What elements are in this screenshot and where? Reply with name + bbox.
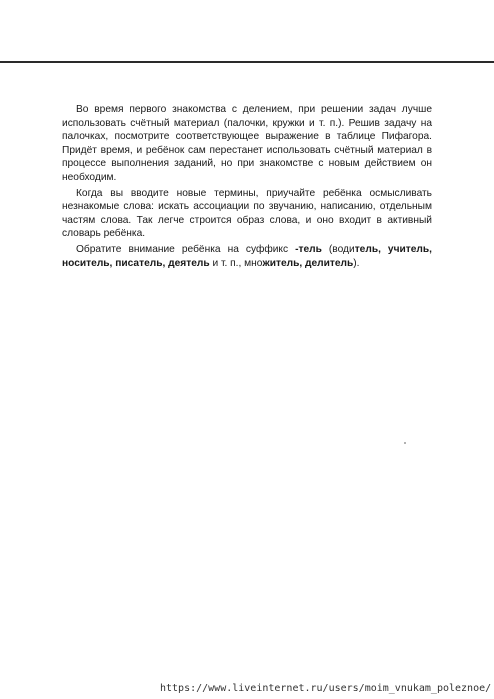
examples-middle: и т. п., мно: [209, 257, 263, 269]
top-border-line: [0, 61, 494, 63]
examples-open: (води: [321, 243, 355, 255]
page-text: [62, 103, 432, 272]
examples-bold-1: тель, учитель, носитель, писатель, деятель: [62, 243, 432, 269]
suffix-intro: Обратите внимание ребёнка на суффикс: [76, 243, 296, 255]
scan-speck: [404, 442, 406, 444]
source-url[interactable]: https://www.liveinternet.ru/users/moim_vnukam_poleznoe/: [160, 683, 492, 694]
paragraph-suffix: [62, 243, 432, 270]
examples-bold-2: житель, делитель: [262, 257, 354, 269]
examples-close: ).: [353, 257, 360, 269]
suffix-highlight: -тель: [295, 243, 322, 255]
paragraph-division-tips: Во время первого знакомства с делением, при решении задач лучше использовать счётный материал (палочки, кружки и т. п.). Решив задачу на палочках, посмотрите соответствующее выражение в таблице Пифагора. Придёт время, и ребёнок сам перестанет использовать счётный материал в процессе выполнения заданий, но при знакомстве с новым действием он необходим.: [62, 104, 432, 183]
paragraph-new-terms: Когда вы вводите новые термины, приучайте ребёнка осмысливать незнакомые слова: искать ассоциации по звучанию, написанию, отдельным частям слова. Так легче строится образ слова, и оно входит в активный словарь ребёнка.: [62, 187, 432, 240]
